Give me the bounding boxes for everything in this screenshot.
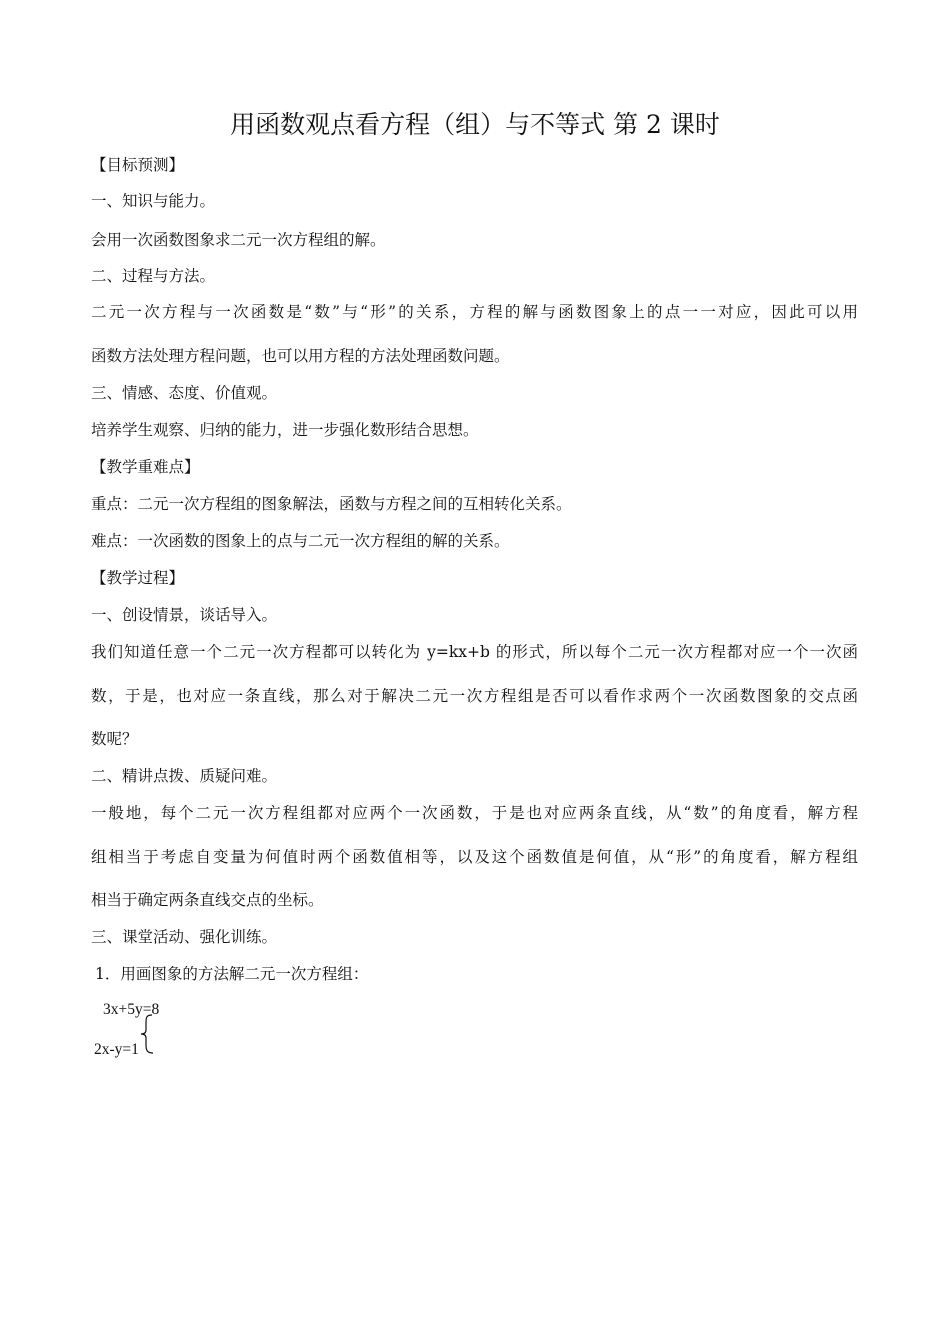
paragraph-explanation-line-3: 相当于确定两条直线交点的坐标。 <box>91 891 324 909</box>
paragraph-explanation-line-1: 一般地，每个二元一次方程组都对应两个一次函数，于是也对应两条直线，从“数”的角度看，解方程 <box>91 804 858 822</box>
page-title: 用函数观点看方程（组）与不等式 第 2 课时 <box>230 110 720 139</box>
paragraph-introduction-line-3: 数呢？ <box>91 730 138 748</box>
subheading-process: 二、过程与方法。 <box>91 267 216 285</box>
paragraph-introduction-line-2: 数，于是，也对应一条直线，那么对于解决二元一次方程组是否可以看作求两个一次函数图象的交点函 <box>91 687 858 705</box>
equation-2: 2x-y=1 <box>94 1041 139 1058</box>
paragraph-introduction-line-1: 我们知道任意一个二元一次方程都可以转化为 y=kx+b 的形式，所以每个二元一次方程都对应一个一次函 <box>91 643 858 661</box>
paragraph-process-line-1: 二元一次方程与一次函数是“数”与“形”的关系，方程的解与函数图象上的点一一对应，因此可以用 <box>91 303 858 321</box>
section-heading-key-points: 【教学重难点】 <box>91 458 200 476</box>
equation-1: 3x+5y=8 <box>103 1001 160 1018</box>
paragraph-key-point: 重点：二元一次方程组的图象解法，函数与方程之间的互相转化关系。 <box>91 495 572 513</box>
system-brace-icon <box>140 1014 154 1054</box>
subheading-activity: 三、课堂活动、强化训练。 <box>91 928 278 946</box>
paragraph-explanation-line-2: 组相当于考虑自变量为何值时两个函数值相等，以及这个函数值是何值，从“形”的角度看，解方程组 <box>91 848 858 866</box>
paragraph-difficult-point: 难点：一次函数的图象上的点与二元一次方程组的解的关系。 <box>91 532 510 550</box>
subheading-knowledge: 一、知识与能力。 <box>91 192 216 210</box>
subheading-attitude: 三、情感、态度、价值观。 <box>91 384 278 402</box>
section-heading-goals: 【目标预测】 <box>91 156 185 174</box>
paragraph-knowledge: 会用一次函数图象求二元一次方程组的解。 <box>91 231 386 249</box>
exercise-1-prompt: 1．用画图象的方法解二元一次方程组： <box>95 965 369 983</box>
paragraph-process-line-2: 函数方法处理方程问题，也可以用方程的方法处理函数问题。 <box>91 347 510 365</box>
subheading-introduction: 一、创设情景，谈话导入。 <box>91 606 278 624</box>
subheading-explanation: 二、精讲点拨、质疑问难。 <box>91 767 278 785</box>
paragraph-attitude: 培养学生观察、归纳的能力，进一步强化数形结合思想。 <box>91 421 479 439</box>
section-heading-process: 【教学过程】 <box>91 569 185 587</box>
